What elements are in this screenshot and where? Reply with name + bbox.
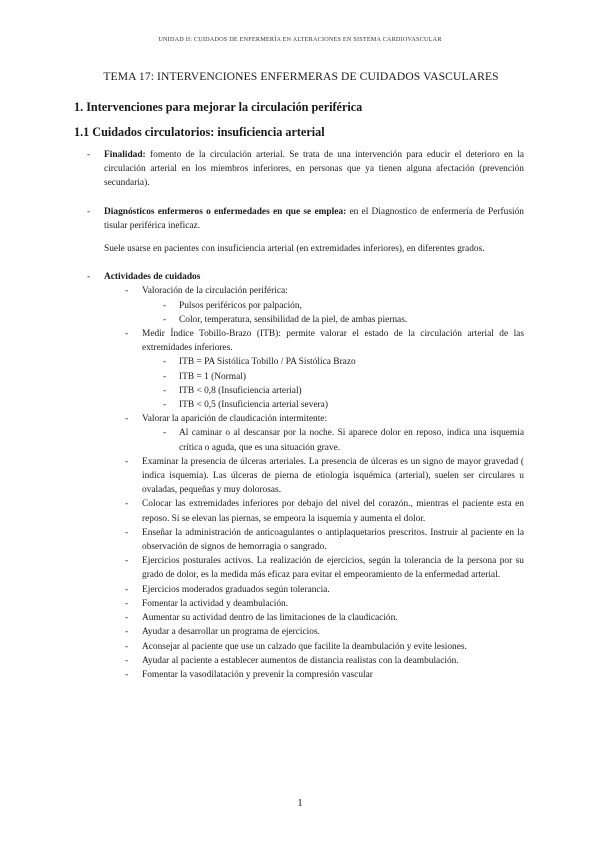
finalidad-text: fomento de la circulación arterial. Se trata de una intervención para educir el deterioro en la circulación arterial en los miembros inferiores, en personas que ya tienen alguna afectación (prevención secundaria). [104, 150, 524, 189]
list-item-text: Medir Índice Tobillo-Brazo (ITB): permite valorar el estado de la circulación arterial de las extremidades inferiores. [142, 329, 524, 354]
list-item-text: Examinar la presencia de úlceras arteriales. La presencia de úlceras es un signo de mayor gravedad ( indica isquemia). Las úlceras de pierna de etiología isquémica (arterial), suelen ser circulares u ovaladas, pequeñas y muy dolorosas. [142, 456, 524, 496]
document-title: TEMA 17: INTERVENCIONES ENFERMERAS DE CUIDADOS VASCULARES [103, 70, 499, 83]
list-item [78, 668, 524, 682]
list-item-text: Fomentar la actividad y deambulación. [142, 598, 289, 609]
bullet-dash: - [163, 357, 167, 368]
bullet-actividades [78, 270, 524, 284]
list-item-text: Ayudar a desarrollar un programa de ejercicios. [142, 627, 320, 638]
sub-list-item [78, 313, 524, 327]
list-item-text: Valorar la aparición de claudicación intermitente: [142, 414, 328, 425]
list-item [78, 597, 524, 611]
sub-list-item-text: ITB < 0,5 (Insuficiencia arterial severa) [179, 400, 328, 411]
bullet-dash: - [125, 627, 129, 638]
list-item-text: Ejercicios posturales activos. La realización de ejercicios, según la tolerancia de la persona por su grado de dolor, es la medida más eficaz para evitar el empeoramiento de la enfermedad arterial. [142, 556, 524, 581]
bullet-dash: - [125, 613, 129, 624]
list-item-valoracion [78, 284, 524, 298]
sub-list-item-text: Pulsos periféricos por palpación, [179, 300, 302, 311]
sub-list-item [78, 384, 524, 398]
bullet-dash: - [87, 272, 91, 283]
section-heading-1: 1. Intervenciones para mejorar la circulación periférica [74, 100, 363, 114]
diagnosticos-extra: Suele usarse en pacientes con insuficiencia arterial (en extremidades inferiores), en diferentes grados. [104, 244, 485, 255]
bullet-dash: - [125, 414, 129, 425]
sub-list-item-text: Color, temperatura, sensibilidad de la piel, de ambas piernas. [179, 314, 408, 325]
page-content [74, 70, 524, 682]
bullet-dash: - [125, 329, 129, 340]
page-number: 1 [297, 797, 303, 809]
bullet-dash: - [125, 641, 129, 652]
bullet-dash: - [125, 556, 129, 567]
bullet-dash: - [163, 300, 167, 311]
list-item-text: Colocar las extremidades inferiores por debajo del nivel del corazón., mientras el paciente esta en reposo. Si se elevan las piernas, se empeora la isquemia y aumenta el dolor. [142, 499, 524, 524]
running-header: UNIDAD II: CUIDADOS DE ENFERMERÍA EN ALTERACIONES EN SISTEMA CARDIOVASCULAR [158, 36, 442, 43]
sub-list-item-text: Al caminar o al descansar por la noche. Si aparece dolor en reposo, indica una isquemia crítica o aguda, que es una situación grave. [179, 428, 524, 453]
bullet-dash: - [163, 385, 167, 396]
list-item-itb [78, 327, 524, 355]
bullet-dash: - [163, 400, 167, 411]
bullet-dash: - [125, 669, 129, 680]
list-item [78, 526, 524, 554]
bullet-dash: - [87, 150, 91, 160]
sub-list-item-text: ITB < 0,8 (Insuficiencia arterial) [179, 385, 302, 396]
list-item-text: Enseñar la administración de anticoagulantes o antiplaquetarios prescritos. Instruir al paciente en la observación de signos de hemorragia o sangrado. [142, 527, 524, 553]
diagnosticos-label: Diagnósticos enfermeros o enfermedades en que se emplea: [104, 206, 347, 217]
bullet-finalidad [78, 148, 524, 191]
list-item-text: Ayudar al paciente a establecer aumentos de distancia realistas con la deambulación. [142, 655, 459, 666]
bullet-dash: - [87, 206, 91, 217]
sub-list-item [78, 370, 524, 384]
bullet-dash: - [125, 655, 129, 666]
bullet-dash: - [125, 527, 129, 538]
sub-list-item [78, 398, 524, 412]
bullet-dash: - [125, 584, 129, 595]
sub-list-item-text: ITB = PA Sistólica Tobillo / PA Sistólica Brazo [179, 357, 356, 368]
list-item [78, 611, 524, 625]
sub-list-item [78, 355, 524, 369]
list-item-text: Aumentar su actividad dentro de las limitaciones de la claudicación. [142, 613, 398, 624]
list-item-text: Fomentar la vasodilatación y prevenir la compresión vascular [142, 669, 373, 680]
list-item [78, 625, 524, 639]
sub-list-item [78, 299, 524, 313]
bullet-dash: - [125, 456, 129, 467]
bullet-dash: - [163, 428, 167, 439]
sub-list-item [78, 426, 524, 454]
section-heading-1-1: 1.1 Cuidados circulatorios: insuficiencia arterial [74, 125, 325, 139]
actividades-label: Actividades de cuidados [104, 272, 201, 283]
list-item-text: Valoración de la circulación periférica: [142, 286, 288, 297]
list-item-claudicacion [78, 412, 524, 426]
diagnosticos-text: en el Diagnostico de enfermería de Perfusión tisular periférica ineficaz. [104, 206, 524, 231]
list-item-text: Ejercicios moderados graduados según tolerancia. [142, 584, 330, 595]
list-item [78, 455, 524, 498]
sub-list-item-text: ITB = 1 (Normal) [179, 371, 246, 382]
bullet-dash: - [163, 371, 167, 382]
finalidad-label: Finalidad: [104, 150, 146, 160]
list-item [78, 654, 524, 668]
list-item [78, 640, 524, 654]
list-item [78, 583, 524, 597]
bullet-diagnosticos [78, 205, 524, 257]
list-item [78, 497, 524, 525]
bullet-dash: - [125, 499, 129, 510]
list-item-text: Aconsejar al paciente que use un calzado que facilite la deambulación y evite lesiones. [142, 641, 467, 652]
bullet-dash: - [125, 286, 129, 297]
list-item [78, 554, 524, 582]
bullet-dash: - [163, 314, 167, 325]
bullet-dash: - [125, 598, 129, 609]
